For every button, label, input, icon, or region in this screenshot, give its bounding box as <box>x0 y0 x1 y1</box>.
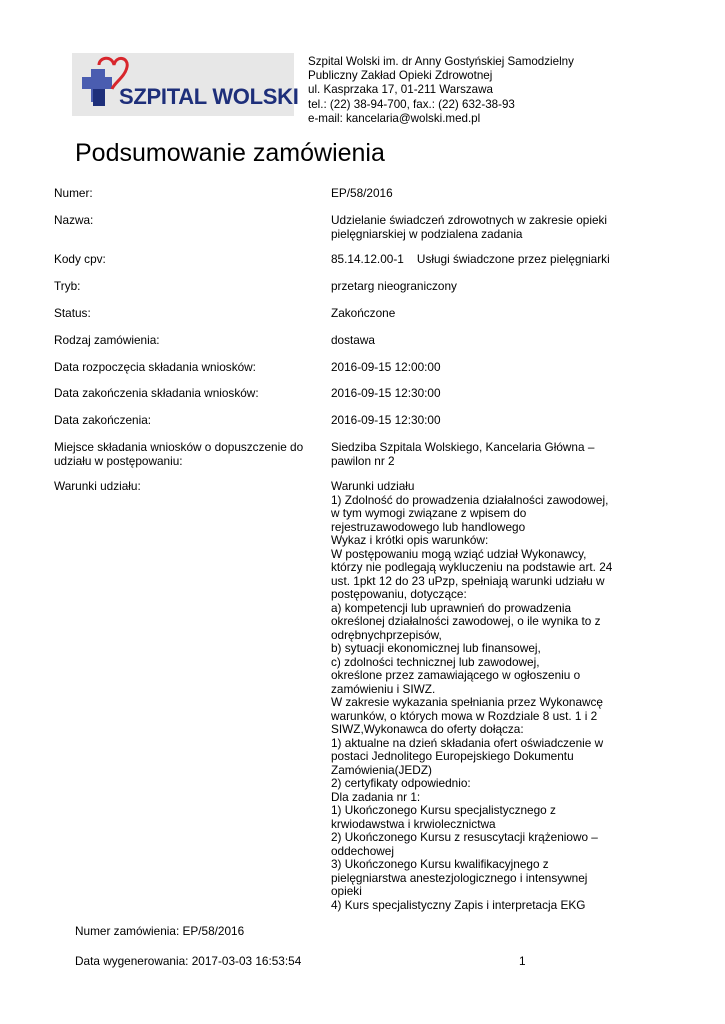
hospital-address-block <box>308 55 574 126</box>
field-label: Warunki udziału: <box>54 479 141 493</box>
field-label: Kody cpv: <box>54 252 106 266</box>
conditions-line: postaci Jednolitego Europejskiego Dokumentu <box>331 749 574 763</box>
conditions-line: 1) aktualne na dzień składania ofert oświadczenie w <box>331 735 604 750</box>
field-value: 2016-09-15 12:00:00 <box>331 360 441 374</box>
field-value: EP/58/2016 <box>331 186 393 200</box>
field-label: Data rozpoczęcia składania wniosków: <box>54 360 256 374</box>
conditions-line: ust. 1pkt 12 do 23 uPzp, spełniają warunki udziału w <box>331 573 605 588</box>
address-line: tel.: (22) 38-94-700, fax.: (22) 632-38-93 <box>308 97 515 111</box>
field-label: Nazwa: <box>54 213 94 227</box>
field-label: Status: <box>54 306 91 320</box>
conditions-line: SIWZ,Wykonawca do oferty dołącza: <box>331 722 524 736</box>
conditions-line: w tym wymogi związane z wpisem do <box>331 506 527 520</box>
conditions-line: a) kompetencji lub uprawnień do prowadzenia <box>331 600 572 615</box>
field-value: Zakończone <box>331 306 396 320</box>
conditions-line: Wykaz i krótki opis warunków: <box>331 533 489 547</box>
conditions-line: 2) Ukończonego Kursu z resuscytacji krążeniowo – <box>331 830 598 844</box>
field-value <box>331 480 641 912</box>
footer-order-number: Numer zamówienia: EP/58/2016 <box>75 924 245 938</box>
conditions-line: 2) certyfikaty odpowiednio: <box>331 776 471 790</box>
field-value: przetarg nieograniczony <box>331 279 457 293</box>
conditions-line: warunków, o których mowa w Rozdziale 8 ust. 1 i 2 <box>331 708 598 723</box>
field-label: Data zakończenia: <box>54 413 152 427</box>
conditions-line: Warunki udziału <box>331 479 415 493</box>
address-line: Szpital Wolski im. dr Anny Gostyńskiej Samodzielny <box>308 55 574 68</box>
field-label: Numer: <box>54 186 93 200</box>
field-label: Tryb: <box>54 279 81 293</box>
field-value: 2016-09-15 12:30:00 <box>331 386 441 400</box>
conditions-line: postępowaniu, dotyczące: <box>331 587 467 601</box>
conditions-line: 1) Ukończonego Kursu specjalistycznego z <box>331 803 556 817</box>
field-value: 2016-09-15 12:30:00 <box>331 413 441 427</box>
conditions-line: odrębnychprzepisów, <box>331 627 442 642</box>
conditions-line: krwiodawstwa i krwiolecznictwa <box>331 816 496 831</box>
conditions-line: określone przez zamawiającego w ogłoszeniu o <box>331 668 581 682</box>
field-value: dostawa <box>331 333 375 347</box>
conditions-line: b) sytuacji ekonomicznej lub finansowej, <box>331 641 541 655</box>
hospital-logo <box>72 53 299 116</box>
field-value: 85.14.12.00-1 Usługi świadczone przez pielęgniarki <box>331 252 610 266</box>
logo-wordmark: SZPITAL WOLSKI <box>119 84 299 109</box>
page-title: Podsumowanie zamówienia <box>75 139 385 167</box>
conditions-line: c) zdolności technicznej lub zawodowej, <box>331 654 540 669</box>
conditions-line: 3) Ukończonego Kursu kwalifikacyjnego z <box>331 857 549 871</box>
conditions-line: zamówieniu i SIWZ. <box>331 681 436 696</box>
conditions-line: którzy nie podlegają wykluczeniu na podstawie art. 24 <box>331 560 613 574</box>
conditions-line: określonej działalności zawodowej, o ile wynika to z <box>331 614 601 628</box>
conditions-line: W postępowaniu mogą wziąć udział Wykonawcy, <box>331 546 587 561</box>
conditions-line: opieki <box>331 884 362 898</box>
field-label: Data zakończenia składania wniosków: <box>54 386 259 400</box>
conditions-line: 1) Zdolność do prowadzenia działalności zawodowej, <box>331 492 609 507</box>
conditions-line: Dla zadania nr 1: <box>331 789 421 804</box>
address-line: Publiczny Zakład Opieki Zdrowotnej <box>308 69 493 83</box>
conditions-line: oddechowej <box>331 843 394 858</box>
conditions-line: 4) Kurs specjalistyczny Zapis i interpretacja EKG <box>331 897 586 912</box>
conditions-line: Zamówienia(JEDZ) <box>331 762 432 777</box>
field-value: Udzielanie świadczeń zdrowotnych w zakresie opieki pielęgniarskiej w podzialena zadania <box>331 213 608 241</box>
field-value: Siedziba Szpitala Wolskiego, Kancelaria Główna – pawilon nr 2 <box>331 440 595 468</box>
field-label: Miejsce składania wniosków o dopuszczenie do udziału w postępowaniu: <box>54 440 304 468</box>
conditions-line: W zakresie wykazania spełniania przez Wykonawcę <box>331 695 603 709</box>
footer-generated-date: Data wygenerowania: 2017-03-03 16:53:54 <box>75 954 302 968</box>
address-line: e-mail: kancelaria@wolski.med.pl <box>308 111 481 125</box>
field-label: Rodzaj zamówienia: <box>54 333 160 347</box>
address-line: ul. Kasprzaka 17, 01-211 Warszawa <box>308 83 493 97</box>
conditions-line: rejestruzawodowego lub handlowego <box>331 519 526 534</box>
page-number: 1 <box>519 954 526 968</box>
conditions-line: pielęgniarstwa anestezjologicznego i intensywnej <box>331 870 588 885</box>
